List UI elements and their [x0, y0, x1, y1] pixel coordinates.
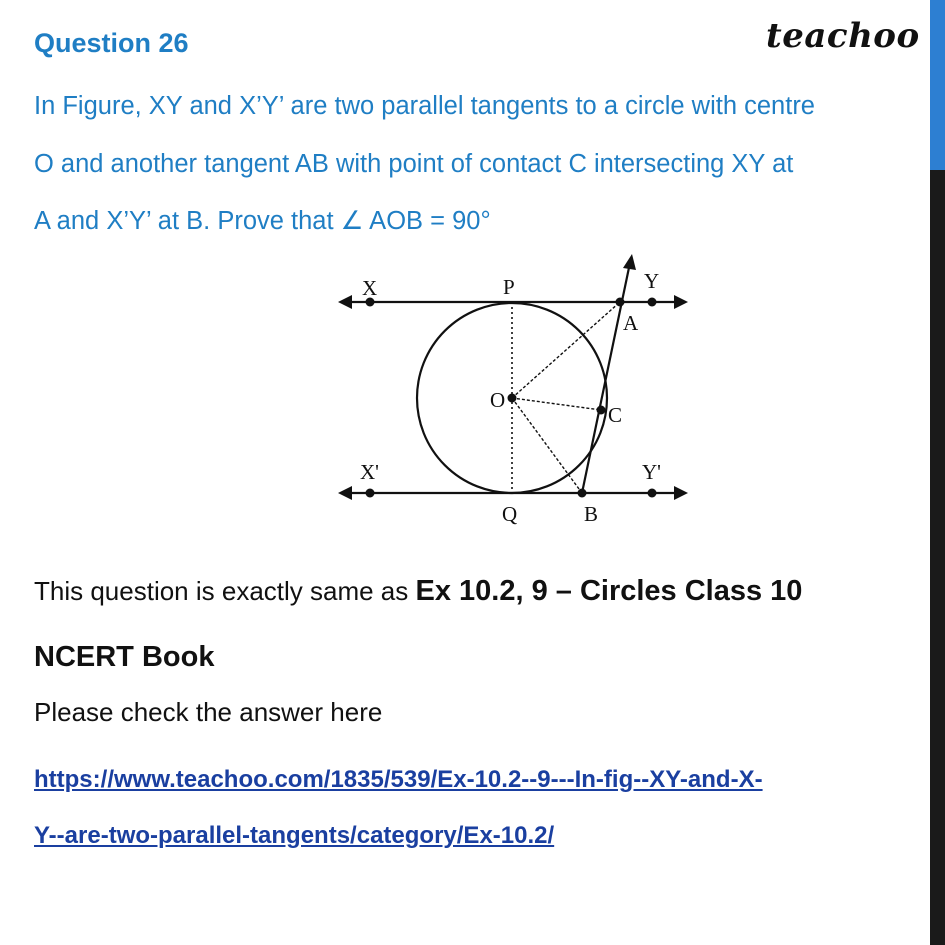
- segment-oc: [512, 398, 601, 410]
- question-title: Question 26: [34, 28, 189, 58]
- point-o: [508, 394, 517, 403]
- scrollbar[interactable]: [930, 0, 945, 945]
- point-c: [597, 406, 606, 415]
- arrowhead-left-top: [338, 295, 352, 309]
- check-answer-text: Please check the answer here: [34, 697, 383, 727]
- reference-prefix: This question is exactly same as: [34, 576, 416, 606]
- label-c: C: [608, 403, 623, 427]
- point-a: [616, 298, 625, 307]
- label-x: X: [362, 276, 378, 300]
- label-p: P: [503, 275, 515, 299]
- label-q: Q: [502, 502, 518, 526]
- reference-book: NCERT Book: [34, 641, 215, 673]
- label-y-prime: Y': [642, 460, 661, 484]
- tangent-line-ab: [582, 258, 631, 493]
- point-y: [648, 298, 657, 307]
- point-y-prime: [648, 489, 657, 498]
- answer-link[interactable]: [34, 752, 763, 864]
- arrowhead-left-bottom: [338, 486, 352, 500]
- segment-ob: [512, 398, 582, 493]
- label-a: A: [623, 311, 639, 335]
- reference-bold: Ex 10.2, 9 – Circles Class 10: [415, 575, 803, 607]
- point-b: [578, 489, 587, 498]
- arrowhead-right-top: [674, 295, 688, 309]
- scrollbar-thumb[interactable]: [930, 0, 945, 170]
- geometry-figure: [320, 250, 700, 530]
- reference-line-2: [34, 624, 802, 690]
- question-line: In Figure, XY and X’Y’ are two parallel tangents to a circle with centre: [34, 92, 815, 120]
- question-text: [34, 78, 924, 251]
- reference-line: [34, 558, 802, 624]
- reference-paragraph: [34, 558, 802, 690]
- question-line: A and X’Y’ at B. Prove that ∠ AOB = 90°: [34, 207, 491, 235]
- answer-link-line[interactable]: https://www.teachoo.com/1835/539/Ex-10.2--9---In-fig--XY-and-X-: [34, 766, 763, 793]
- label-y: Y: [644, 269, 660, 293]
- teachoo-logo: teachoo: [766, 16, 920, 56]
- label-x-prime: X': [360, 460, 379, 484]
- label-o: O: [490, 388, 506, 412]
- answer-link-line[interactable]: Y--are-two-parallel-tangents/category/Ex-10.2/: [34, 822, 555, 849]
- question-line: O and another tangent AB with point of contact C intersecting XY at: [34, 149, 794, 178]
- point-x-prime: [366, 489, 375, 498]
- label-b: B: [584, 502, 599, 526]
- arrowhead-top-ab: [623, 254, 636, 270]
- arrowhead-right-bottom: [674, 486, 688, 500]
